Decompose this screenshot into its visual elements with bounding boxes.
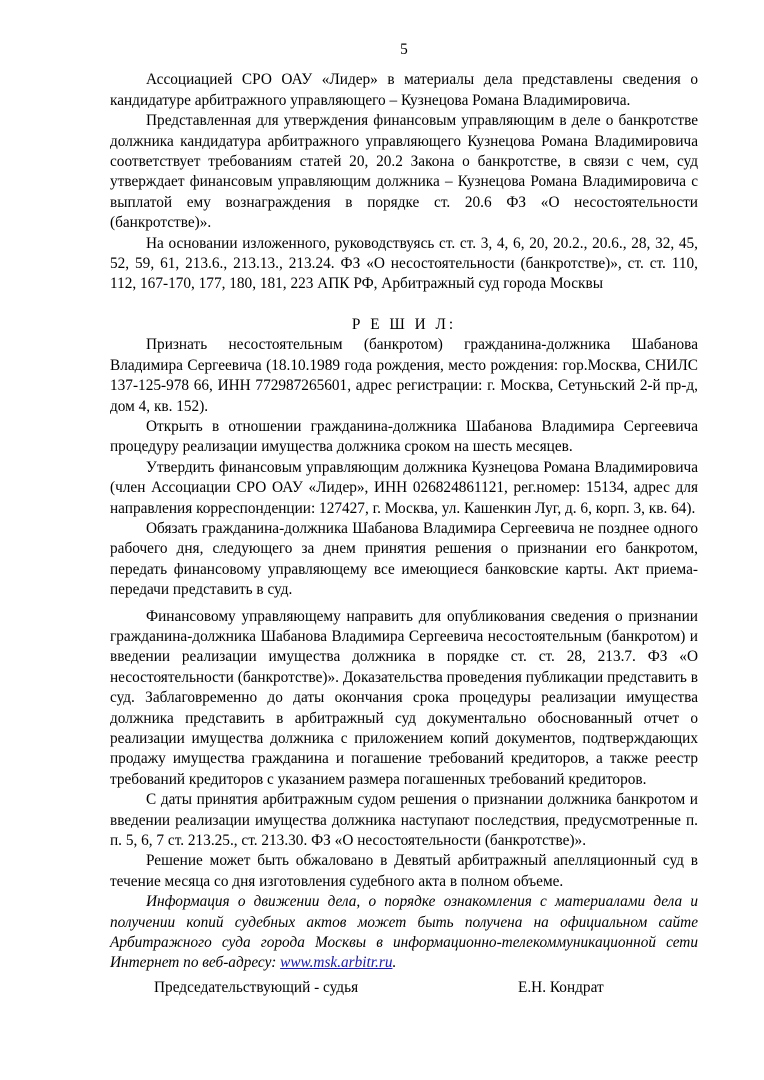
- info-note: [110, 892, 698, 974]
- paragraph-legal-basis: На основании изложенного, руководствуясь ст. ст. 3, 4, 6, 20, 20.2., 20.6., 28, 32, 45, 52, 59, 61, 213.6., 213.13., 213.24. ФЗ «О несостоятельности (банкротстве)», ст. ст. 110, 112, 167-170, 177, 180, 181, 223 АПК РФ, Арбитражный суд города Москвы: [110, 234, 698, 293]
- paragraph-open-procedure: Открыть в отношении гражданина-должника Шабанова Владимира Сергеевича процедуру реализации имущества должника сроком на шесть месяцев.: [110, 417, 698, 456]
- paragraph-bank-cards: Обязать гражданина-должника Шабанова Владимира Сергеевича не позднее одного рабочего дня, следующего за днем принятия решения о признании его банкротом, передать финансовому управляющему все имеющиеся банковские карты. Акт приема-передачи представить в суд.: [110, 519, 698, 599]
- decision-heading: Р Е Ш И Л:: [351, 315, 457, 333]
- signature-block: [110, 978, 698, 1000]
- document-page: [110, 40, 698, 1000]
- info-note-section: [110, 892, 698, 974]
- signature-name: Е.Н. Кондрат: [518, 978, 604, 996]
- paragraph-appeal: Решение может быть обжаловано в Девятый арбитражный апелляционный суд в течение месяца со дня изготовления судебного акта в полном объеме.: [110, 852, 698, 890]
- paragraph-consequences: С даты принятия арбитражным судом решения о признании должника банкротом и введении реализации имущества должника наступают последствия, предусмотренные п. п. 5, 6, 7 ст. 213.25., ст. 213.30. ФЗ «О несостоятельности (банкротстве)».: [110, 791, 698, 850]
- court-website-link[interactable]: www.msk.arbitr.ru: [280, 954, 393, 972]
- signature-role: Председательствующий - судья: [154, 978, 359, 996]
- info-note-suffix: .: [392, 954, 397, 972]
- info-note-text: Информация о движении дела, о порядке ознакомления с материалами дела и получении копий судебных актов может быть получена на официальном сайте Арбитражного суда города Москвы в информационно-телекоммуникационной сети Интернет по веб-адресу:: [110, 893, 698, 972]
- page-number: 5: [400, 41, 408, 58]
- paragraph-declare-bankrupt: Признать несостоятельным (банкротом) гражданина-должника Шабанова Владимира Сергеевича (18.10.1989 года рождения, место рождения: гор.Москва, СНИЛС 137-125-978 66, ИНН 772987265601, адрес регистрации: г. Москва, Сетуньский 2-й пр-д, дом 4, кв. 152).: [110, 336, 698, 415]
- preamble-section: [110, 70, 698, 294]
- paragraph-candidate-info: Ассоциацией СРО ОАУ «Лидер» в материалы дела представлены сведения о кандидатуре арбитражного управляющего – Кузнецова Романа Владимировича.: [110, 71, 698, 109]
- paragraph-publication: Финансовому управляющему направить для опубликования сведения о признании гражданина-должника Шабанова Владимира Сергеевича несостоятельным (банкротом) и введении реализации имущества должника в порядке ст. ст. 28, 213.7. ФЗ «О несостоятельности (банкротстве)». Доказательства проведения публикации представить в суд. Заблаговременно до даты окончания срока процедуры реализации имущества должника представить в арбитражный суд документально обоснованный отчет о реализации имущества должника с приложением копий документов, подтверждающих продажу имущества гражданина и погашение требований кредиторов, а также реестр требований кредиторов с указанием размера погашенных требований кредиторов.: [110, 607, 698, 788]
- decision-section: [110, 335, 698, 892]
- paragraph-candidate-approval: Представленная для утверждения финансовым управляющим в деле о банкротстве должника кандидатура арбитражного управляющего Кузнецова Романа Владимировича соответствует требованиям статей 20, 20.2 Закона о банкротстве, в связи с чем, суд утверждает финансовым управляющим должника – Кузнецова Романа Владимировича с выплатой ему вознаграждения в порядке ст. 20.6 ФЗ «О несостоятельности (банкротстве)».: [110, 112, 698, 232]
- paragraph-appoint-manager: Утвердить финансовым управляющим должника Кузнецова Романа Владимировича (член Ассоциации СРО ОАУ «Лидер», ИНН 026824861121, рег.номер: 15134, адрес для направления корреспонденции: 127427, г. Москва, ул. Кашенкин Луг, д. 6, корп. 3, кв. 64).: [110, 458, 698, 517]
